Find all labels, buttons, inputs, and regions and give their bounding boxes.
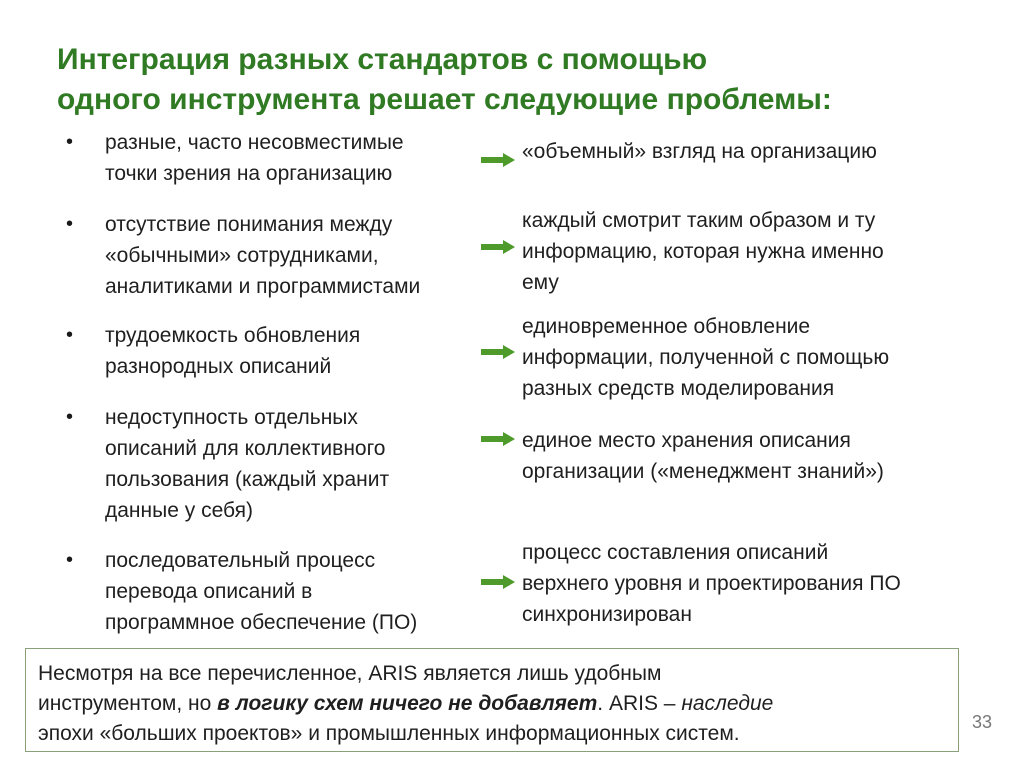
summary-note-box — [25, 648, 959, 752]
solution-text: единое место хранения описания организации («менеджмент знаний») — [522, 429, 884, 483]
note-line-3: эпохи «больших проектов» и промышленных информационных систем. — [38, 722, 740, 745]
solution-text: единовременное обновление информации, полученной с помощью разных средств моделирования — [522, 315, 890, 400]
arrow-right-icon — [481, 432, 515, 446]
title-line-2: одного инструмента решает следующие проблемы: — [57, 83, 832, 116]
title-line-1: Интеграция разных стандартов с помощью — [57, 43, 708, 76]
slide-title — [57, 40, 997, 120]
note-emphasis: в логику схем ничего не добавляет — [217, 692, 598, 715]
problem-text: последовательный процесс перевода описаний в программное обеспечение (ПО) — [105, 549, 418, 634]
solution-text: «объемный» взгляд на организацию — [522, 140, 877, 163]
note-line-1: Несмотря на все перечисленное, ARIS является лишь удобным — [38, 662, 662, 685]
note-italic: наследие — [681, 692, 774, 715]
arrow-right-icon — [481, 575, 515, 589]
page-number: 33 — [972, 712, 993, 732]
bullet: • — [66, 213, 74, 235]
bullet: • — [66, 406, 74, 428]
problem-text: недоступность отдельных описаний для коллективного пользования (каждый хранит данные у себя) — [105, 406, 390, 522]
problem-text: трудоемкость обновления разнородных описаний — [105, 324, 361, 378]
problem-text: отсутствие понимания между «обычными» сотрудниками, аналитиками и программистами — [105, 213, 421, 298]
arrow-right-icon — [481, 240, 515, 254]
problem-text: разные, часто несовместимые точки зрения на организацию — [105, 131, 404, 185]
arrow-right-icon — [481, 153, 515, 167]
bullet: • — [66, 549, 74, 571]
bullet: • — [66, 131, 74, 153]
note-line-2: инструментом, но в логику схем ничего не добавляет. ARIS – наследие — [38, 692, 774, 715]
solution-text: каждый смотрит таким образом и ту информацию, которая нужна именно ему — [522, 209, 884, 294]
solution-text: процесс составления описаний верхнего уровня и проектирования ПО синхронизирован — [522, 541, 901, 626]
bullet: • — [66, 324, 74, 346]
arrow-right-icon — [481, 345, 515, 359]
